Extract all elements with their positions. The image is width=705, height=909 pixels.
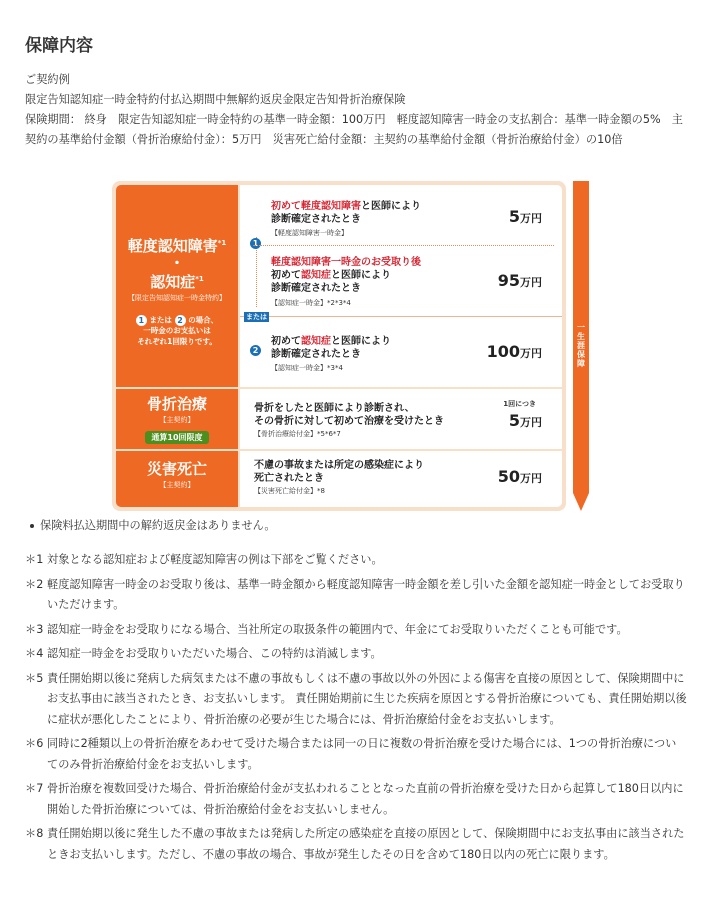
death-condition: 不慮の事故または所定の感染症により 死亡されたとき	[254, 460, 424, 484]
footnote-mark: ＊1	[25, 553, 44, 566]
dementia-direct-ref: 【認知症一時金】*3*4	[271, 364, 343, 372]
footnote-mark: ＊2	[25, 577, 44, 591]
footnote-text: 同時に2種類以上の骨折治療をあわせて受けた場合または同一の日に複数の骨折治療を受けた場合には、1つの骨折治療についてのみ骨折治療給付金をお支払いします。	[47, 737, 677, 771]
contract-terms: 保険期間： 終身 限定告知認知症一時金特約の基準一時金額：100万円 軽度認知障害一時金の支払割合：基準一時金額の5% 主契約の基準給付金額（骨折治療給付金）：5万円 災害死亡給付金額：主契約の基準給付金額（骨折治療給付金）の10倍	[25, 113, 683, 146]
category-title-mci: 軽度認知障害$^{*1}$	[127, 237, 227, 255]
mci-amount: 5万円	[508, 207, 542, 226]
footnote	[25, 644, 687, 665]
lifetime-coverage-label: 一 生 涯 保 障	[577, 323, 585, 368]
death-benefit-ref: 【災害死亡給付金】*8	[254, 487, 325, 495]
fracture-benefit-box	[240, 389, 562, 449]
surrender-note: 保険料払込期間中の解約返戻金はありません。	[40, 516, 276, 536]
per-time-label: 1回につき	[503, 400, 536, 408]
footnote	[25, 575, 687, 616]
footnote-mark: ＊6	[25, 737, 44, 750]
dementia-direct-condition: 初めて認知症と医師により 診断確定されたとき	[271, 336, 391, 360]
dementia-after-mci-amount: 95万円	[497, 271, 542, 290]
page-title: 保障内容	[25, 36, 93, 56]
fracture-amount: 5万円	[508, 411, 542, 430]
footnote-text: 対象となる認知症および軽度認知障害の例は下部をご覧ください。	[47, 553, 383, 566]
category-main-contract: 【主契約】	[159, 481, 195, 489]
category-title-death: 災害死亡	[146, 460, 207, 478]
contract-example-label: ご契約例	[25, 73, 70, 86]
footnote-text: 認知症一時金をお受取りになる場合、当社所定の取扱条件の範囲内で、年金にてお受取りいただくことも可能です。	[47, 622, 628, 636]
footnote-text: 責任開始期以後に発病した病気または不慮の事故もしくは不慮の事故以外の外因による傷害を直接の原因として、保険期間中にお支払事由に該当されたとき、お支払いします。 責任開始期前に生じた疾病を原因とする骨折治療についても、責任開始期以後に症状が悪化したことにより、骨折治療の必要が生じた場合には、骨折治療給付金をお支払いします。	[47, 671, 687, 726]
footnote-mark: ＊5	[25, 671, 44, 685]
number-2-badge: 2	[175, 315, 186, 326]
coverage-table	[112, 181, 592, 511]
death-benefit-box	[240, 451, 562, 507]
dementia-after-mci-condition: 軽度認知障害一時金のお受取り後 初めて認知症と医師により 診断確定されたとき	[271, 257, 421, 294]
or-tag: または	[246, 313, 267, 321]
footnote	[25, 779, 687, 820]
footnote-text: 責任開始期以後に発生した不慮の事故または発病した所定の感染症を直接の原因として、保険期間中にお支払事由に該当されたときお支払いします。ただし、不慮の事故の場合、事故が発生したその日を含めて180日以内の死亡に限ります。	[47, 827, 685, 861]
footnotes	[25, 550, 687, 869]
fracture-condition: 骨折をしたと医師により診断され、 その骨折に対して初めて治療を受けたとき	[254, 403, 444, 427]
footnote-mark: ＊3	[25, 622, 44, 636]
category-payment-note: 1 または 2 の場合、 一時金のお支払いは それぞれ1回限りです。	[137, 315, 219, 346]
product-name: 限定告知認知症一時金特約付払込期間中無解約返戻金限定告知骨折治療保険	[25, 93, 406, 106]
number-1-badge: 1	[136, 315, 147, 326]
category-rider-name: 【限定告知認知症一時金特約】	[128, 294, 226, 302]
footnote-mark: ＊4	[25, 647, 44, 660]
footnote-text: 軽度認知障害一時金のお受取り後は、基準一時金額から軽度認知障害一時金額を差し引いた金額を認知症一時金としてお受取りいただけます。	[47, 577, 685, 611]
contract-example	[25, 70, 690, 150]
category-title-fracture: 骨折治療	[146, 395, 207, 413]
category-dementia	[116, 185, 238, 387]
footnote-text: 骨折治療を複数回受けた場合、骨折治療給付金が支払われることとなった直前の骨折治療を受けた日から起算して180日以内に開始した骨折治療については、骨折治療給付金をお支払いしません。	[47, 782, 684, 816]
fracture-benefit-ref: 【骨折治療給付金】*5*6*7	[254, 430, 341, 438]
bullet-dot-icon	[30, 524, 34, 528]
footnote	[25, 669, 687, 731]
footnote	[25, 550, 687, 571]
footnote-mark: ＊7	[25, 782, 44, 795]
dementia-direct-amount: 100万円	[486, 342, 542, 361]
death-amount: 50万円	[497, 467, 542, 486]
path-1-icon: 1	[250, 238, 261, 249]
category-main-contract: 【主契約】	[159, 416, 195, 424]
footnote	[25, 620, 687, 641]
footnote-mark: ＊8	[25, 827, 44, 840]
category-separator-dot: ・	[169, 254, 185, 272]
category-accidental-death	[116, 451, 238, 507]
limit-badge: 通算10回限度	[145, 431, 208, 444]
category-title-dementia: 認知症$^{*1}$	[150, 273, 204, 291]
footnote	[25, 824, 687, 865]
mci-benefit-ref: 【軽度認知障害一時金】	[271, 229, 348, 237]
dementia-after-mci-ref: 【認知症一時金】*2*3*4	[271, 299, 351, 307]
mci-condition: 初めて軽度認知障害と医師により 診断確定されたとき	[271, 201, 421, 225]
dementia-benefits-box	[240, 185, 562, 387]
footnote	[25, 734, 687, 775]
path-2-icon: 2	[250, 345, 261, 356]
category-fracture	[116, 389, 238, 449]
footnote-text: 認知症一時金をお受取りいただいた場合、この特約は消滅します。	[47, 647, 382, 660]
